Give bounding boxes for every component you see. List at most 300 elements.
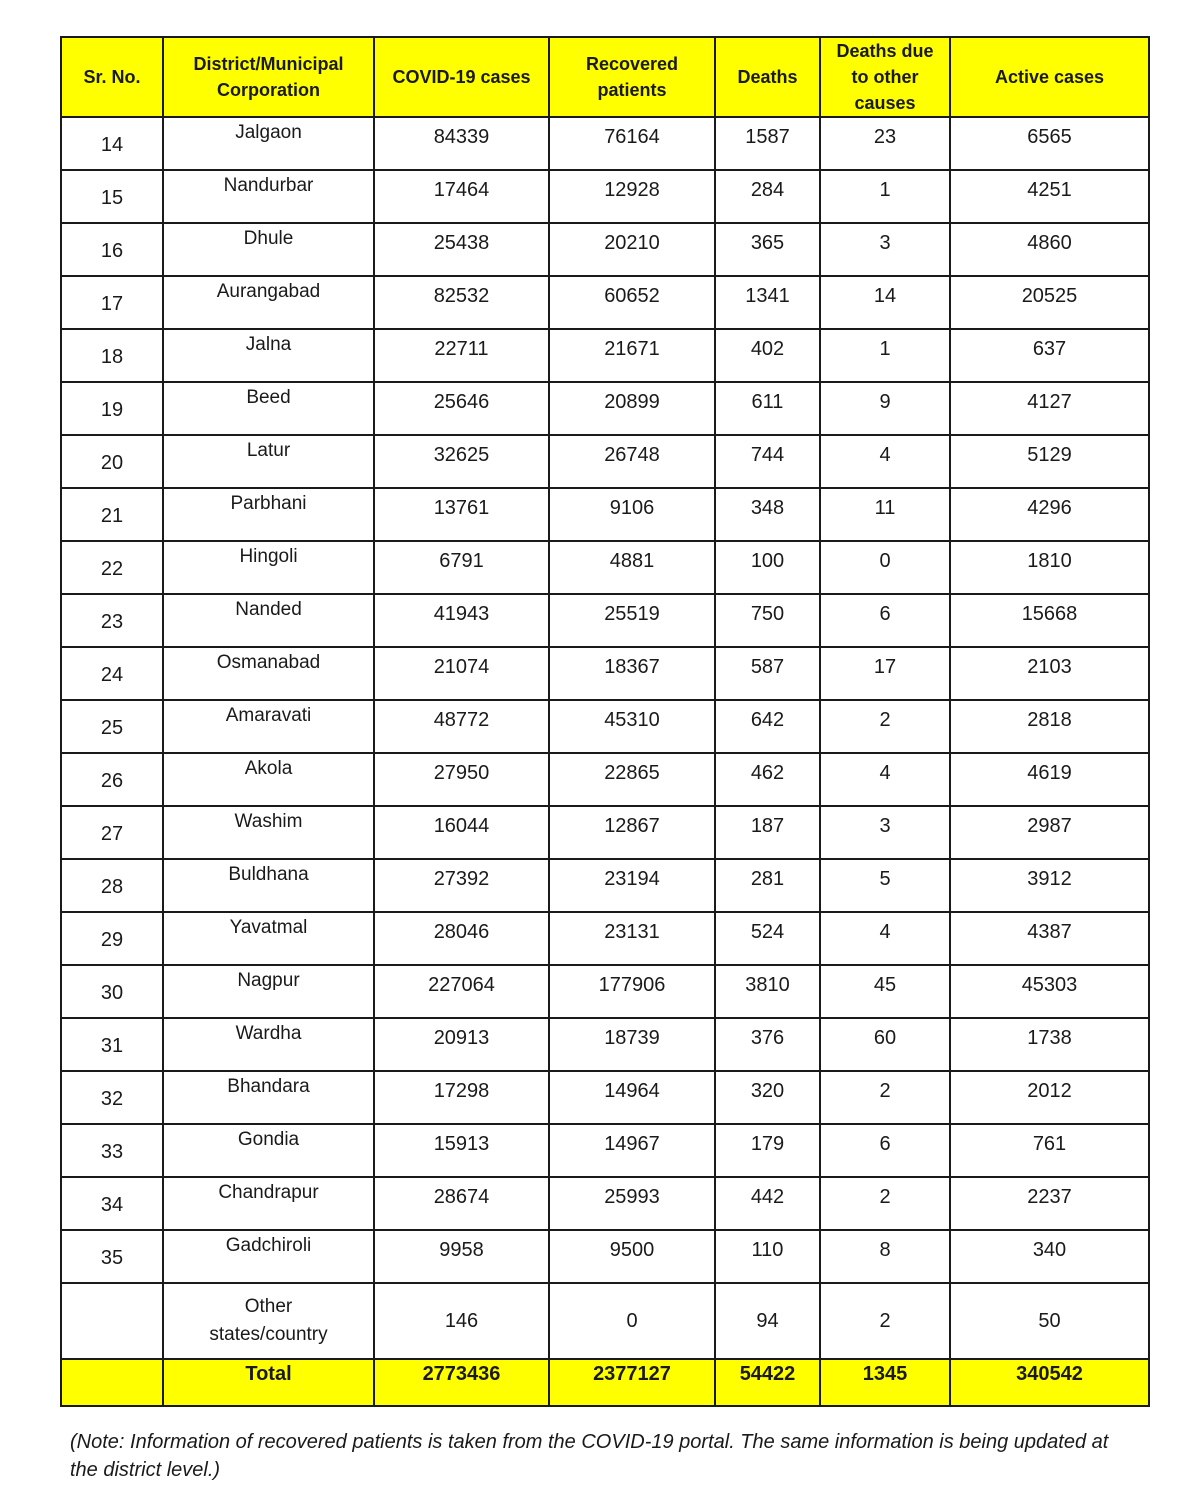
cell-deaths	[715, 700, 820, 753]
cell-cases	[374, 1071, 549, 1124]
cell-sr	[61, 965, 163, 1018]
table-row	[61, 117, 1149, 170]
cell-other-deaths-value: 3	[879, 815, 891, 837]
cell-deaths	[715, 1124, 820, 1177]
cell-cases-value: 6791	[439, 550, 484, 572]
total-sr	[62, 1360, 162, 1363]
cell-sr	[61, 1359, 163, 1406]
cell-sr	[61, 700, 163, 753]
cell-cases	[374, 276, 549, 329]
cell-district-line1: Other	[244, 1296, 293, 1317]
cell-other-deaths-value: 60	[873, 1027, 897, 1049]
cell-deaths-value: 587	[750, 656, 785, 678]
cell-recovered-value: 60652	[604, 285, 660, 307]
cell-active-value: 2012	[1027, 1080, 1072, 1102]
cell-active-value: 4127	[1027, 391, 1072, 413]
table-row	[61, 435, 1149, 488]
cell-deaths-value: 744	[750, 444, 785, 466]
cell-deaths	[715, 117, 820, 170]
total-deaths: 54422	[739, 1363, 796, 1385]
cell-cases-value: 41943	[433, 603, 490, 625]
cell-other-deaths	[820, 912, 950, 965]
cell-recovered	[549, 594, 715, 647]
cell-deaths	[715, 1071, 820, 1124]
cell-other-deaths	[820, 223, 950, 276]
cell-sr-value: 26	[100, 770, 124, 792]
cell-sr-value: 20	[100, 452, 124, 474]
cell-deaths-value: 281	[750, 868, 785, 890]
cell-other-deaths-value: 11	[874, 497, 896, 519]
cell-other-deaths	[820, 1018, 950, 1071]
cell-sr-value: 32	[100, 1088, 124, 1110]
cell-district	[163, 859, 374, 912]
table-row	[61, 700, 1149, 753]
cell-recovered	[549, 1359, 715, 1406]
cell-district	[163, 965, 374, 1018]
cell-sr-value: 23	[100, 611, 124, 633]
cell-cases	[374, 117, 549, 170]
cell-deaths-value: 524	[750, 921, 785, 943]
cell-cases-value: 9958	[439, 1239, 484, 1261]
cell-other-deaths-value: 4	[879, 921, 891, 943]
cell-active	[950, 541, 1149, 594]
cell-district	[163, 1018, 374, 1071]
cell-other-deaths	[820, 117, 950, 170]
cell-other-deaths	[820, 1177, 950, 1230]
cell-deaths-value: 100	[750, 550, 785, 572]
cell-sr	[61, 276, 163, 329]
cell-recovered-value: 4881	[609, 550, 655, 572]
cell-district-value: Wardha	[235, 1023, 302, 1044]
cell-recovered-value: 12928	[604, 179, 660, 201]
cell-active-value: 4619	[1027, 762, 1072, 784]
cell-active	[950, 806, 1149, 859]
cell-other-deaths	[820, 382, 950, 435]
cell-sr	[61, 1283, 163, 1359]
cell-sr-value: 14	[100, 134, 124, 156]
cell-district	[163, 1071, 374, 1124]
cell-deaths	[715, 1018, 820, 1071]
cell-cases	[374, 435, 549, 488]
cell-sr	[61, 541, 163, 594]
table-row	[61, 488, 1149, 541]
cell-sr	[61, 912, 163, 965]
cell-district-value: Bhandara	[227, 1076, 310, 1097]
cell-deaths-value: 462	[750, 762, 785, 784]
cell-cases	[374, 488, 549, 541]
cell-deaths	[715, 435, 820, 488]
cell-other-deaths	[820, 1230, 950, 1283]
cell-deaths	[715, 594, 820, 647]
cell-other-deaths-value: 1	[879, 179, 891, 201]
column-header-active-cases: Active cases	[950, 37, 1149, 117]
table-row	[61, 912, 1149, 965]
cell-cases	[374, 1359, 549, 1406]
cell-other-deaths	[820, 753, 950, 806]
cell-deaths	[715, 859, 820, 912]
cell-district	[163, 276, 374, 329]
cell-district	[163, 700, 374, 753]
cell-sr	[61, 859, 163, 912]
total-active: 340542	[1016, 1363, 1083, 1385]
table-row-total	[61, 1359, 1149, 1406]
table-row	[61, 382, 1149, 435]
cell-active	[950, 276, 1149, 329]
cell-district-value: Parbhani	[230, 493, 307, 514]
cell-deaths	[715, 647, 820, 700]
cell-cases-value: 32625	[433, 444, 490, 466]
cell-district	[163, 382, 374, 435]
cell-deaths-value: 1587	[745, 126, 790, 148]
column-header-other-deaths	[820, 37, 950, 117]
cell-sr	[61, 329, 163, 382]
cell-other-deaths-value: 5	[879, 868, 891, 890]
cell-deaths-value: 642	[750, 709, 785, 731]
table-row-other-states	[61, 1283, 1149, 1359]
cell-deaths-value: 376	[750, 1027, 785, 1049]
cell-other-deaths-value: 4	[879, 444, 891, 466]
cell-recovered-value: 14964	[604, 1080, 660, 1102]
cell-active	[950, 753, 1149, 806]
column-header-district-label: District/Municipal Corporation	[193, 54, 344, 100]
cell-cases	[374, 1177, 549, 1230]
cell-district-value: Chandrapur	[218, 1182, 319, 1203]
footnote: (Note: Information of recovered patients is taken from the COVID-19 portal. The same information is being updated at the district level.)	[70, 1431, 1109, 1481]
cell-active	[950, 1177, 1149, 1230]
cell-district-value: Nanded	[235, 599, 302, 620]
total-other-deaths: 1345	[862, 1363, 908, 1385]
column-header-district	[163, 37, 374, 117]
cell-sr-value: 30	[100, 982, 124, 1004]
cell-district	[163, 1124, 374, 1177]
cell-cases	[374, 753, 549, 806]
cell-active	[950, 1124, 1149, 1177]
column-header-covid-cases: COVID-19 cases	[374, 37, 549, 117]
cell-district	[163, 223, 374, 276]
cell-district-value: Jalna	[245, 334, 292, 355]
cell-deaths	[715, 329, 820, 382]
cell-recovered-value: 9106	[609, 497, 655, 519]
cell-cases	[374, 1124, 549, 1177]
cell-recovered-value: 12867	[604, 815, 660, 837]
table-row	[61, 1177, 1149, 1230]
cell-cases-value: 27950	[433, 762, 490, 784]
column-header-other-deaths-label: Deaths due to other causes	[836, 41, 934, 113]
cell-other-deaths-value: 3	[879, 232, 891, 254]
cell-deaths	[715, 1359, 820, 1406]
cell-district-value: Aurangabad	[216, 281, 321, 302]
cell-district-value: Akola	[244, 758, 293, 779]
cell-cases	[374, 594, 549, 647]
cell-district	[163, 912, 374, 965]
cell-other-deaths	[820, 700, 950, 753]
cell-district	[163, 117, 374, 170]
cell-cases-value: 22711	[434, 338, 489, 360]
cell-active	[950, 965, 1149, 1018]
cell-sr-value: 35	[100, 1247, 124, 1269]
cell-sr-value: 24	[100, 664, 124, 686]
cell-sr	[61, 488, 163, 541]
cell-active-value: 2237	[1027, 1186, 1072, 1208]
cell-other-deaths-value: 1	[879, 338, 891, 360]
table-row	[61, 806, 1149, 859]
cell-active	[950, 117, 1149, 170]
cell-deaths	[715, 170, 820, 223]
cell-recovered-value: 23194	[604, 868, 660, 890]
cell-deaths	[715, 223, 820, 276]
cell-sr	[61, 223, 163, 276]
cell-cases	[374, 541, 549, 594]
cell-active	[950, 594, 1149, 647]
cell-active	[950, 1359, 1149, 1406]
cell-deaths-value: 179	[750, 1133, 785, 1155]
cell-recovered	[549, 223, 715, 276]
cell-sr-value: 33	[100, 1141, 124, 1163]
cell-deaths	[715, 1177, 820, 1230]
cell-district	[163, 488, 374, 541]
cell-cases-value: 25438	[433, 232, 490, 254]
cell-cases	[374, 1230, 549, 1283]
cell-recovered	[549, 647, 715, 700]
cell-recovered	[549, 1071, 715, 1124]
cell-district	[163, 753, 374, 806]
cell-active-value: 2987	[1027, 815, 1072, 837]
cell-recovered-value: 20899	[604, 391, 660, 413]
cell-active	[950, 859, 1149, 912]
cell-other-deaths-value: 17	[873, 656, 897, 678]
cell-other-deaths	[820, 170, 950, 223]
cell-district-value: Hingoli	[239, 546, 298, 567]
cell-deaths-value: 284	[750, 179, 785, 201]
cell-deaths: 94	[715, 1283, 820, 1359]
cell-cases-value: 17464	[433, 179, 490, 201]
cell-recovered	[549, 1018, 715, 1071]
cell-sr-value: 27	[100, 823, 124, 845]
cell-active-value: 4251	[1027, 179, 1072, 201]
cell-active-value: 45303	[1021, 974, 1078, 996]
cell-other-deaths	[820, 435, 950, 488]
cell-other-deaths-value: 6	[879, 1133, 891, 1155]
cell-sr-value: 31	[100, 1035, 124, 1057]
cell-recovered-value: 23131	[604, 921, 660, 943]
cell-district-value: Nandurbar	[223, 175, 314, 196]
cell-active-value: 15668	[1021, 603, 1078, 625]
cell-cases-value: 20913	[433, 1027, 490, 1049]
table-row	[61, 1124, 1149, 1177]
cell-district	[163, 594, 374, 647]
cell-other-deaths	[820, 329, 950, 382]
cell-cases-value: 27392	[433, 868, 490, 890]
cell-cases	[374, 170, 549, 223]
cell-recovered	[549, 753, 715, 806]
table-row	[61, 594, 1149, 647]
cell-other-deaths	[820, 965, 950, 1018]
cell-deaths	[715, 541, 820, 594]
cell-other-deaths	[820, 541, 950, 594]
cell-cases-value: 15913	[433, 1133, 490, 1155]
cell-active-value: 4860	[1027, 232, 1072, 254]
cell-district-value: Beed	[246, 387, 291, 408]
cell-cases-value: 28046	[433, 921, 490, 943]
cell-active-value: 2818	[1027, 709, 1072, 731]
table-row	[61, 859, 1149, 912]
cell-district	[163, 435, 374, 488]
cell-other-deaths-value: 6	[879, 603, 891, 625]
cell-recovered	[549, 329, 715, 382]
cell-sr	[61, 594, 163, 647]
cell-district	[163, 647, 374, 700]
cell-recovered	[549, 382, 715, 435]
cell-sr	[61, 753, 163, 806]
cell-sr-value: 25	[100, 717, 124, 739]
total-cases: 2773436	[422, 1363, 501, 1385]
cell-deaths-value: 442	[750, 1186, 785, 1208]
cell-cases	[374, 647, 549, 700]
cell-recovered-value: 76164	[604, 126, 660, 148]
table-row	[61, 753, 1149, 806]
cell-sr-value: 21	[100, 505, 124, 527]
cell-cases	[374, 965, 549, 1018]
cell-sr	[61, 806, 163, 859]
cell-active-value: 6565	[1027, 126, 1072, 148]
cell-sr	[61, 1124, 163, 1177]
cell-district-value: Osmanabad	[216, 652, 321, 673]
cell-recovered	[549, 859, 715, 912]
cell-deaths	[715, 806, 820, 859]
cell-cases-value: 16044	[433, 815, 490, 837]
cell-sr-value: 34	[100, 1194, 124, 1216]
cell-cases: 146	[374, 1283, 549, 1359]
cell-deaths-value: 402	[750, 338, 785, 360]
cell-recovered-value: 25993	[604, 1186, 660, 1208]
table-row	[61, 223, 1149, 276]
cell-recovered	[549, 541, 715, 594]
cell-sr-value: 28	[100, 876, 124, 898]
cell-cases-value: 82532	[433, 285, 490, 307]
cell-deaths-value: 750	[750, 603, 785, 625]
cell-district	[163, 806, 374, 859]
cell-other-deaths: 2	[820, 1283, 950, 1359]
table-row	[61, 276, 1149, 329]
cell-other-deaths-value: 23	[873, 126, 897, 148]
cell-deaths	[715, 753, 820, 806]
cell-district-value: Latur	[246, 440, 291, 461]
cell-district-value: Amaravati	[225, 705, 312, 726]
cell-recovered	[549, 912, 715, 965]
cell-deaths-value: 365	[750, 232, 785, 254]
cell-active	[950, 329, 1149, 382]
cell-active	[950, 1071, 1149, 1124]
cell-district	[163, 1177, 374, 1230]
column-header-deaths: Deaths	[715, 37, 820, 117]
cell-recovered	[549, 117, 715, 170]
cell-deaths-value: 187	[750, 815, 785, 837]
cell-other-deaths	[820, 488, 950, 541]
cell-deaths-value: 611	[751, 391, 784, 413]
table-row	[61, 541, 1149, 594]
cell-district	[163, 1359, 374, 1406]
cell-sr-value: 22	[100, 558, 124, 580]
cell-recovered	[549, 170, 715, 223]
cell-deaths-value: 348	[750, 497, 785, 519]
total-label: Total	[245, 1363, 292, 1385]
cell-recovered	[549, 1124, 715, 1177]
cell-recovered	[549, 1230, 715, 1283]
table-row	[61, 1071, 1149, 1124]
cell-sr	[61, 1177, 163, 1230]
cell-cases-value: 227064	[428, 974, 495, 996]
cell-district	[163, 170, 374, 223]
cell-sr-value: 18	[100, 346, 124, 368]
cell-other-deaths	[820, 1071, 950, 1124]
cell-sr-value: 16	[100, 240, 124, 262]
cell-deaths-value: 110	[751, 1239, 784, 1261]
cell-other-deaths	[820, 1124, 950, 1177]
cell-district-value: Gondia	[237, 1129, 300, 1150]
cell-cases-value: 84339	[433, 126, 490, 148]
cell-cases-value: 48772	[433, 709, 490, 731]
cell-district-value: Buldhana	[228, 864, 309, 885]
cell-active	[950, 1230, 1149, 1283]
cell-recovered-value: 21671	[604, 338, 660, 360]
cell-cases	[374, 382, 549, 435]
cell-active: 50	[950, 1283, 1149, 1359]
cell-active	[950, 488, 1149, 541]
cell-district-value: Gadchiroli	[225, 1235, 312, 1256]
cell-sr	[61, 1071, 163, 1124]
cell-district-value: Nagpur	[237, 970, 300, 991]
cell-recovered-value: 22865	[604, 762, 660, 784]
cell-other-deaths-value: 45	[873, 974, 897, 996]
cell-cases	[374, 1018, 549, 1071]
total-recovered: 2377127	[593, 1363, 671, 1385]
cell-deaths-value: 320	[750, 1080, 785, 1102]
cell-deaths	[715, 1230, 820, 1283]
cell-cases	[374, 806, 549, 859]
cell-other-deaths-value: 2	[879, 1186, 891, 1208]
cell-active-value: 4387	[1027, 921, 1072, 943]
cell-other-deaths-value: 4	[879, 762, 891, 784]
column-header-recovered	[549, 37, 715, 117]
cell-sr	[61, 1230, 163, 1283]
cell-district-value: Jalgaon	[235, 122, 302, 143]
cell-other-deaths	[820, 1359, 950, 1406]
cell-other-deaths-value: 14	[873, 285, 897, 307]
cell-other-deaths-value: 0	[879, 550, 891, 572]
cell-active-value: 4296	[1027, 497, 1072, 519]
cell-deaths-value: 1341	[745, 285, 790, 307]
cell-active-value: 1810	[1027, 550, 1072, 572]
cell-active	[950, 700, 1149, 753]
cell-other-deaths	[820, 594, 950, 647]
cell-active	[950, 223, 1149, 276]
cell-recovered	[549, 700, 715, 753]
cell-district-line2: states/country	[209, 1324, 328, 1345]
cell-district	[163, 1283, 374, 1359]
cell-active-value: 3912	[1027, 868, 1072, 890]
cell-deaths	[715, 912, 820, 965]
cell-active-value: 340	[1032, 1239, 1067, 1261]
cell-sr-value: 29	[100, 929, 124, 951]
table-row	[61, 1018, 1149, 1071]
table-row	[61, 170, 1149, 223]
cell-other-deaths-value: 2	[879, 709, 891, 731]
cell-district	[163, 1230, 374, 1283]
cell-recovered-value: 18739	[604, 1027, 660, 1049]
cell-other-deaths-value: 8	[879, 1239, 891, 1261]
cell-sr-value: 17	[100, 293, 124, 315]
cell-recovered-value: 14967	[604, 1133, 660, 1155]
